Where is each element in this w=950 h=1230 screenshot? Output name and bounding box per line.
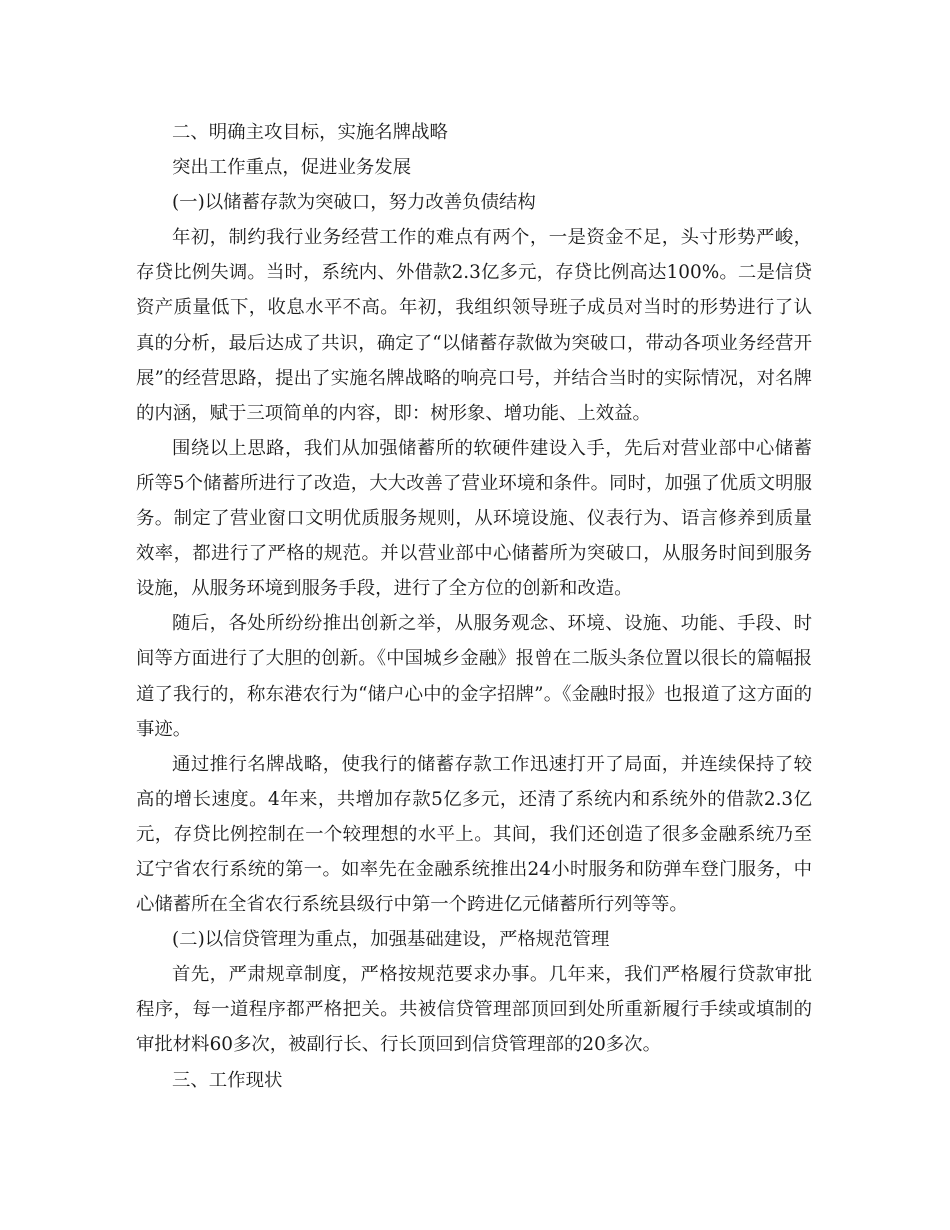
paragraph-1: 年初，制约我行业务经营工作的难点有两个，一是资金不足，头寸形势严峻，存贷比例失调。当时，系统内、外借款2.3亿多元，存贷比例高达100%。二是信贷资产质量低下，收息水平不高。年初，我组织领导班子成员对当时的形势进行了认真的分析，最后达成了共识，确定了“以储蓄存款做为突破口，带动各项业务经营开展”的经营思路，提出了实施名牌战略的响亮口号，并结合当时的实际情况，对名牌的内涵，赋于三项简单的内容，即：树形象、增功能、上效益。 (136, 227, 812, 424)
paragraph-3: 随后，各处所纷纷推出创新之举，从服务观念、环境、设施、功能、手段、时间等方面进行了大胆的创新。《中国城乡金融》报曾在二版头条位置以很长的篇幅报道了我行的，称东港农行为“储户心中的金字招牌”。《金融时报》也报道了这方面的事迹。 (136, 613, 812, 740)
section-1-title: (一)以储蓄存款为突破口，努力改善负债结构 (172, 192, 536, 214)
document-body (136, 115, 812, 1098)
section-2-title: (二)以信贷管理为重点，加强基础建设，严格规范管理 (172, 929, 610, 951)
paragraph-2: 围绕以上思路，我们从加强储蓄所的软硬件建设入手，先后对营业部中心储蓄所等5个储蓄所进行了改造，大大改善了营业环境和条件。同时，加强了优质文明服务。制定了营业窗口文明优质服务规则，从环境设施、仪表行为、语言修养到质量效率，都进行了严格的规范。并以营业部中心储蓄所为突破口，从服务时间到服务设施，从服务环境到服务手段，进行了全方位的创新和改造。 (136, 437, 812, 600)
section-heading-2: 二、明确主攻目标，实施名牌战略 (172, 122, 448, 143)
paragraph-5: 首先，严肃规章制度，严格按规范要求办事。几年来，我们严格履行贷款审批程序，每一道程序都严格把关。共被信贷管理部顶回到处所重新履行手续或填制的审批材料60多次，被副行长、行长顶回到信贷管理部的20多次。 (136, 964, 812, 1056)
paragraph-4: 通过推行名牌战略，使我行的储蓄存款工作迅速打开了局面，并连续保持了较高的增长速度。4年来，共增加存款5亿多元，还清了系统内和系统外的借款2.3亿元，存贷比例控制在一个较理想的水平上。其间，我们还创造了很多金融系统乃至辽宁省农行系统的第一。如率先在金融系统推出24小时服务和防弹车登门服务，中心储蓄所在全省农行系统县级行中第一个跨进亿元储蓄所行列等等。 (136, 753, 812, 916)
subheading: 突出工作重点，促进业务发展 (172, 157, 412, 179)
section-heading-3: 三、工作现状 (172, 1069, 283, 1091)
